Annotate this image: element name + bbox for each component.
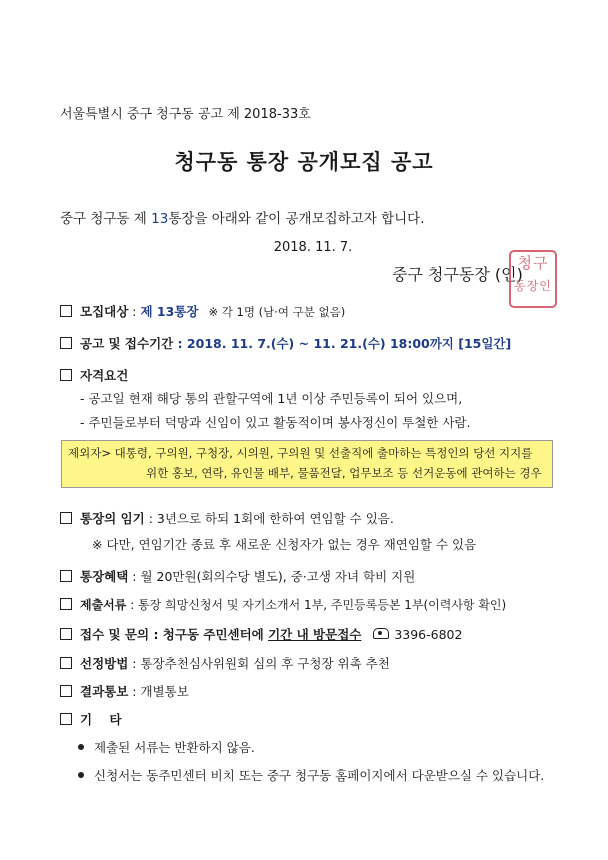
intro-before: 중구 청구동 제 — [60, 211, 152, 227]
exclusion-box — [61, 440, 553, 488]
exclusion-line-1: 제외자> 대통령, 구의원, 구청장, 시의원, 구의원 및 선출직에 출마하는 특정인의 당선 지지를 — [68, 446, 533, 460]
target-sep: : — [128, 304, 141, 319]
seal-line-1: 청구 — [517, 254, 549, 272]
target-value: 제 13통장 — [140, 304, 199, 319]
term-label: 통장의 임기 — [80, 511, 145, 526]
qualification-line-2: - 주민들로부터 덕망과 신임이 있고 활동적이며 봉사정신이 투철한 사람. — [80, 415, 471, 430]
page-title: 청구동 통장 공개모집 공고 — [174, 150, 434, 174]
checkbox-icon — [60, 512, 72, 524]
notice-date: 2018. 11. 7. — [273, 240, 353, 255]
target-note: ※ 각 1명 (남·여 구분 없음) — [208, 305, 346, 319]
item-other — [60, 710, 122, 728]
item-result — [60, 682, 189, 700]
item-documents — [60, 596, 506, 613]
qualification-label: 자격요건 — [80, 368, 129, 383]
item-period — [60, 334, 511, 352]
exclusion-line-2: 위한 홍보, 연락, 유인물 배부, 물품전달, 업무보조 등 선거운동에 관여하는 경우 — [146, 466, 542, 480]
seal-mark: (인) — [494, 265, 523, 284]
phone-icon — [373, 628, 389, 639]
checkbox-icon — [60, 713, 72, 725]
term-note: ※ 다만, 연임기간 종료 후 새로운 신청자가 없는 경우 재연임할 수 있음 — [92, 537, 477, 552]
issuer-title: 중구 청구동장 — [392, 265, 490, 284]
checkbox-icon — [60, 598, 72, 610]
intro-text — [60, 207, 425, 227]
item-contact — [60, 625, 462, 643]
item-target — [60, 302, 345, 320]
period-value: : 2018. 11. 7.(수) ~ 11. 21.(수) 18:00까지 [15일간] — [173, 336, 512, 351]
checkbox-icon — [60, 337, 72, 349]
seal-line-2: 동장인 — [514, 279, 552, 293]
checkbox-icon — [60, 305, 72, 317]
checkbox-icon — [60, 369, 72, 381]
checkbox-icon — [60, 628, 72, 640]
notice-number: 서울특별시 중구 청구동 공고 제 2018-33호 — [60, 107, 311, 122]
intro-after: 통장을 아래와 같이 공개모집하고자 합니다. — [168, 211, 425, 227]
qualification-line-1: - 공고일 현재 해당 통의 관할구역에 1년 이상 주민등록이 되어 있으며, — [80, 391, 463, 406]
phone-number: 3396-6802 — [394, 627, 463, 642]
checkbox-icon — [60, 657, 72, 669]
selection-label: 선정방법 — [80, 656, 129, 671]
issuer-name — [392, 262, 523, 285]
bullet-icon — [78, 772, 84, 778]
documents-value: : 통장 희망신청서 및 자기소개서 1부, 주민등록등본 1부(이력사항 확인) — [126, 598, 507, 612]
other-bullet-1 — [78, 738, 255, 756]
intro-highlight: 13 — [151, 211, 169, 227]
checkbox-icon — [60, 685, 72, 697]
item-term — [60, 509, 394, 527]
benefit-value: : 월 20만원(회의수당 별도), 중·고생 자녀 학비 지원 — [128, 569, 416, 584]
contact-method: 기간 내 방문접수 — [268, 627, 362, 642]
official-seal — [509, 250, 557, 308]
bullet-icon — [78, 744, 84, 750]
period-label: 공고 및 접수기간 — [80, 336, 174, 351]
result-label: 결과통보 — [80, 684, 129, 699]
checkbox-icon — [60, 570, 72, 582]
contact-label: 접수 및 문의 — [80, 627, 150, 642]
contact-place: : 청구동 주민센터에 — [149, 627, 269, 642]
term-value: : 3년으로 하되 1회에 한하여 연임할 수 있음. — [144, 511, 394, 526]
contact-phone — [373, 627, 462, 642]
item-benefit — [60, 567, 415, 585]
target-label: 모집대상 — [80, 304, 129, 319]
result-value: : 개별통보 — [128, 684, 189, 699]
other-label: 기 타 — [80, 712, 122, 727]
documents-label: 제출서류 — [80, 598, 127, 612]
item-qualification — [60, 366, 128, 384]
bullet-2-text: 신청서는 동주민센터 비치 또는 중구 청구동 홈페이지에서 다운받으실 수 있습니다. — [94, 768, 545, 783]
bullet-1-text: 제출된 서류는 반환하지 않음. — [94, 740, 255, 755]
benefit-label: 통장혜택 — [80, 569, 129, 584]
other-bullet-2 — [78, 766, 544, 784]
selection-value: : 통장추천심사위원회 심의 후 구청장 위촉 추천 — [128, 656, 390, 671]
item-selection — [60, 654, 390, 672]
